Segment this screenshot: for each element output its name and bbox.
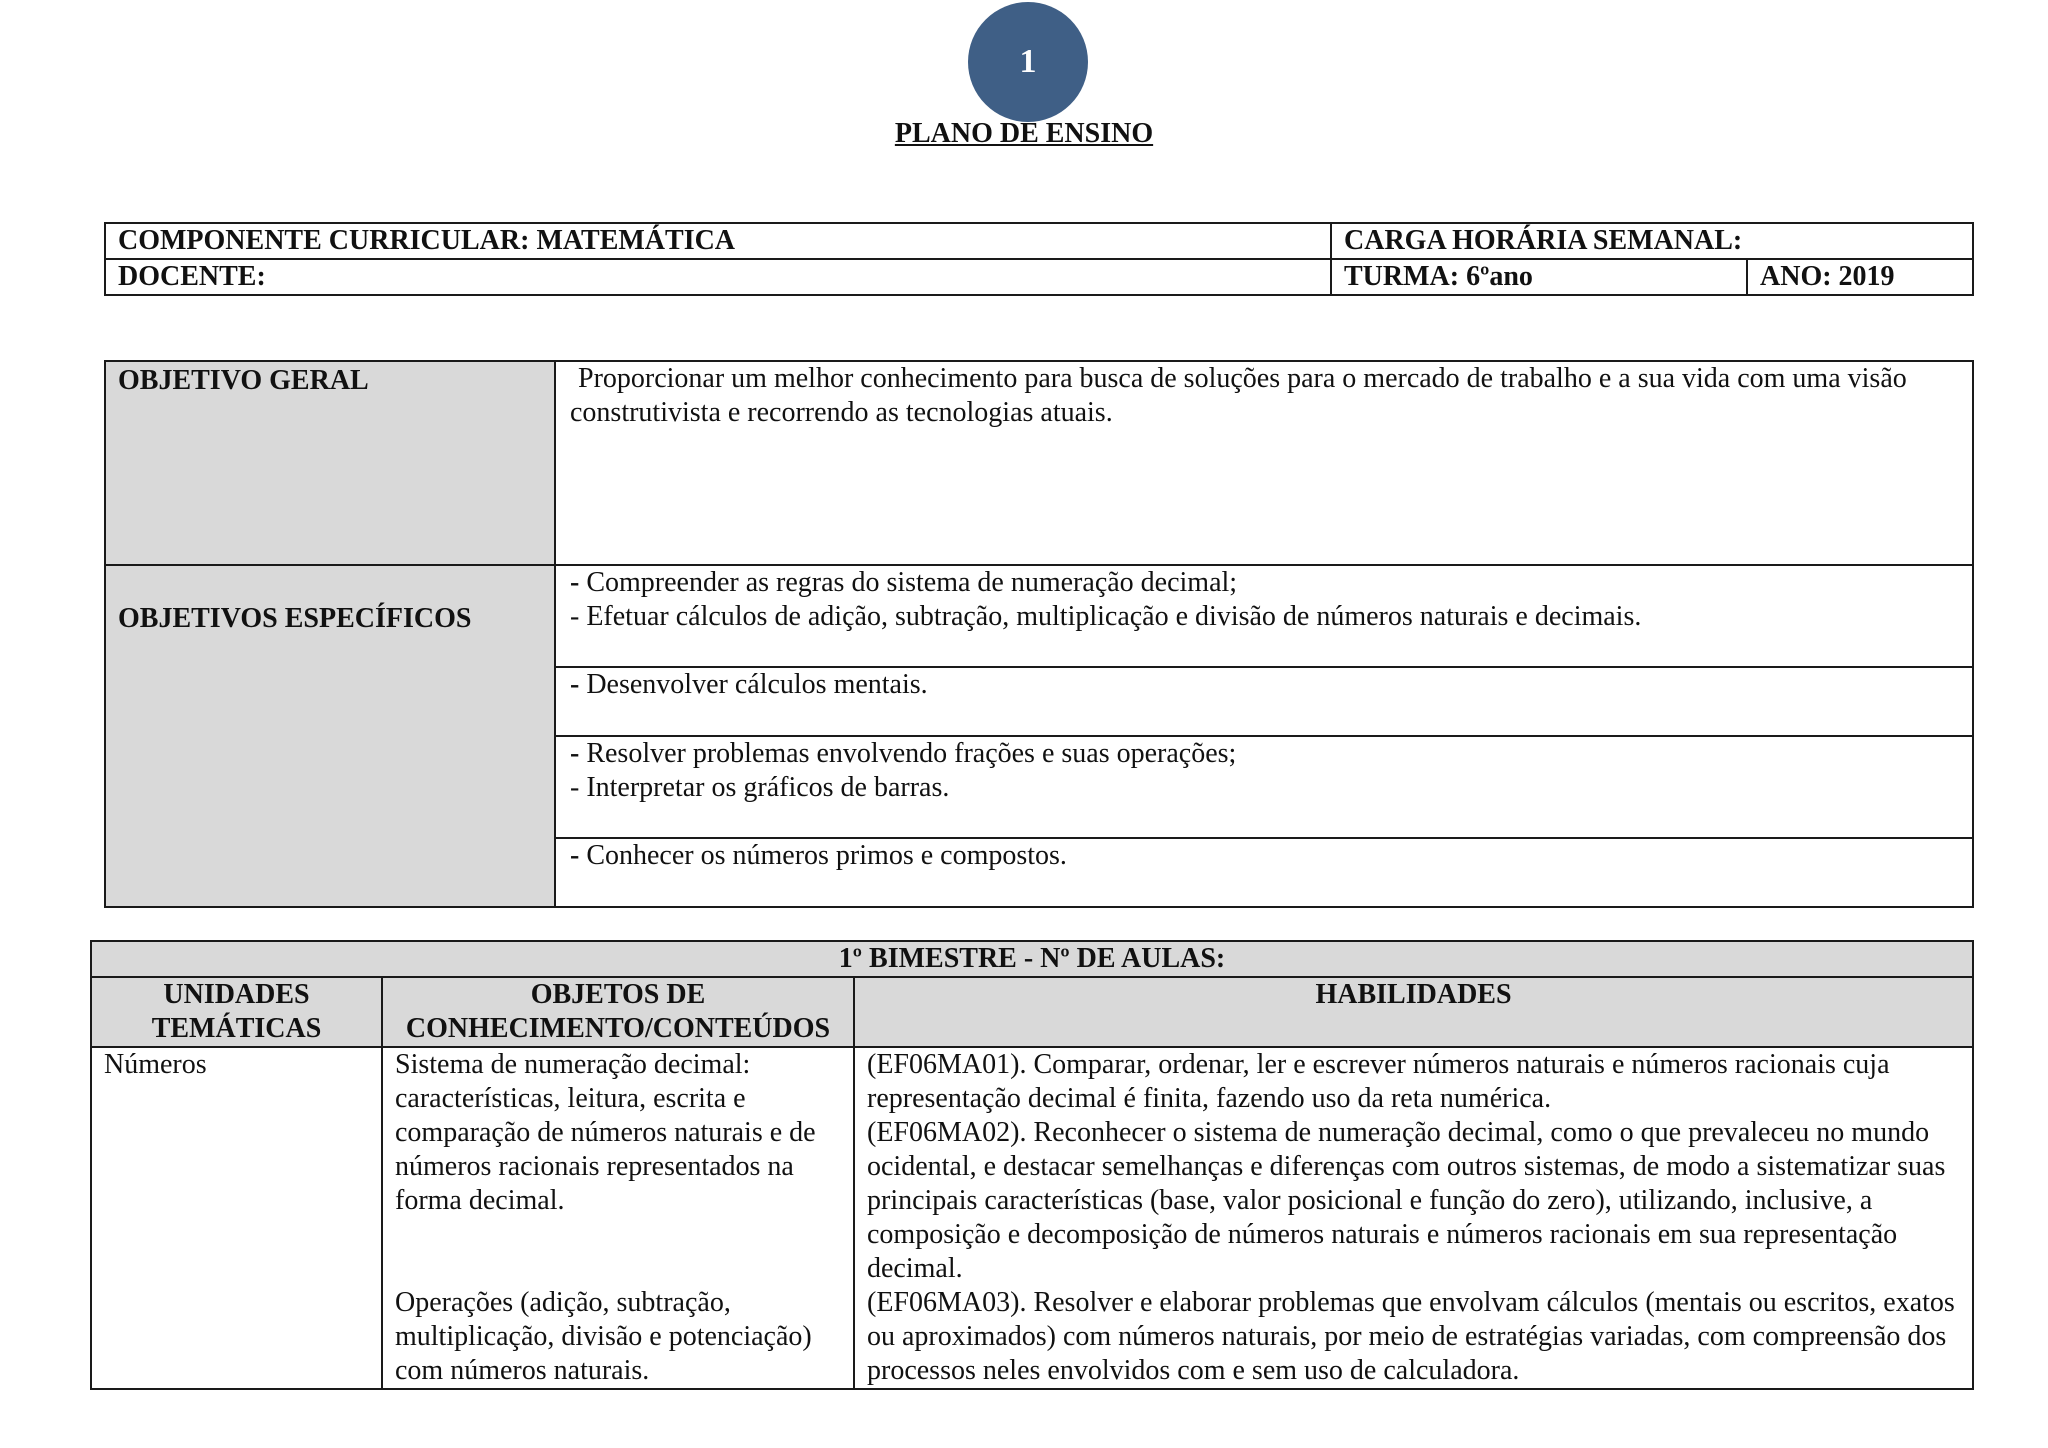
unidade-tematica: Números <box>91 1047 382 1389</box>
objetivo-especifico-group <box>555 667 1973 736</box>
objeto-item: Sistema de numeração decimal: características, leitura, escrita e comparação de números naturais e de números racionais representados na forma decimal. <box>395 1049 816 1216</box>
objetivo-geral-paragraph: Proporcionar um melhor conhecimento para busca de soluções para o mercado de trabalho e a sua vida com uma visão construtivista e recorrendo as tecnologias atuais. <box>570 363 1907 428</box>
objetivo-especifico-item: - Desenvolver cálculos mentais. <box>570 669 928 700</box>
objetivo-especifico-item: - Resolver problemas envolvendo frações e suas operações; <box>570 738 1237 769</box>
col-unidades-tematicas: UNIDADES TEMÁTICAS <box>91 977 382 1047</box>
habilidades <box>854 1047 1973 1389</box>
objetivo-geral-text <box>555 361 1973 565</box>
componente-curricular: COMPONENTE CURRICULAR: MATEMÁTICA <box>105 223 1331 259</box>
docente: DOCENTE: <box>105 259 1331 295</box>
objetivo-especifico-group <box>555 565 1973 667</box>
objetivo-especifico-item: - Interpretar os gráficos de barras. <box>570 772 950 803</box>
objetos-conhecimento <box>382 1047 854 1389</box>
habilidade-item: (EF06MA03). Resolver e elaborar problemas que envolvam cálculos (mentais ou escritos, exatos ou aproximados) com números naturais, por meio de estratégias variadas, com compreensão dos processos neles envolvidos com e sem uso de calculadora. <box>867 1287 1955 1386</box>
bimestre-table <box>90 940 1974 1390</box>
page-number-badge <box>968 2 1088 122</box>
objeto-item: Operações (adição, subtração, multiplicação, divisão e potenciação) com números naturais. <box>395 1287 812 1386</box>
ano: ANO: 2019 <box>1747 259 1973 295</box>
col-habilidades: HABILIDADES <box>854 977 1973 1047</box>
habilidade-item: (EF06MA01). Comparar, ordenar, ler e escrever números naturais e números racionais cuja representação decimal é finita, fazendo uso da reta numérica. <box>867 1049 1890 1114</box>
objetivo-especifico-item: - Conhecer os números primos e compostos. <box>570 840 1067 871</box>
objectives-table <box>104 360 1974 908</box>
habilidade-item: (EF06MA02). Reconhecer o sistema de numeração decimal, como o que prevaleceu no mundo ocidental, e destacar semelhanças e diferenças com outros sistemas, de modo a sistematizar suas principais características (base, valor posicional e função do zero), utilizando, inclusive, a composição e decomposição de números naturais e números racionais em sua representação decimal. <box>867 1117 1946 1284</box>
objetivo-especifico-item: - Compreender as regras do sistema de numeração decimal; <box>570 567 1238 598</box>
page-number: 1 <box>1019 43 1037 80</box>
objetivo-especifico-group <box>555 838 1973 907</box>
header-table <box>104 222 1974 296</box>
carga-horaria: CARGA HORÁRIA SEMANAL: <box>1331 223 1973 259</box>
objetivo-geral-label: OBJETIVO GERAL <box>105 361 555 565</box>
document-title: PLANO DE ENSINO <box>894 118 1154 149</box>
turma: TURMA: 6ºano <box>1331 259 1747 295</box>
bimestre-title: 1º BIMESTRE - Nº DE AULAS: <box>91 941 1973 977</box>
col-objetos-conhecimento: OBJETOS DE CONHECIMENTO/CONTEÚDOS <box>382 977 854 1047</box>
objetivos-especificos-label: OBJETIVOS ESPECÍFICOS <box>105 565 555 907</box>
objetivo-especifico-item: - Efetuar cálculos de adição, subtração, multiplicação e divisão de números naturais e decimais. <box>570 601 1642 632</box>
objetivo-especifico-group <box>555 736 1973 838</box>
